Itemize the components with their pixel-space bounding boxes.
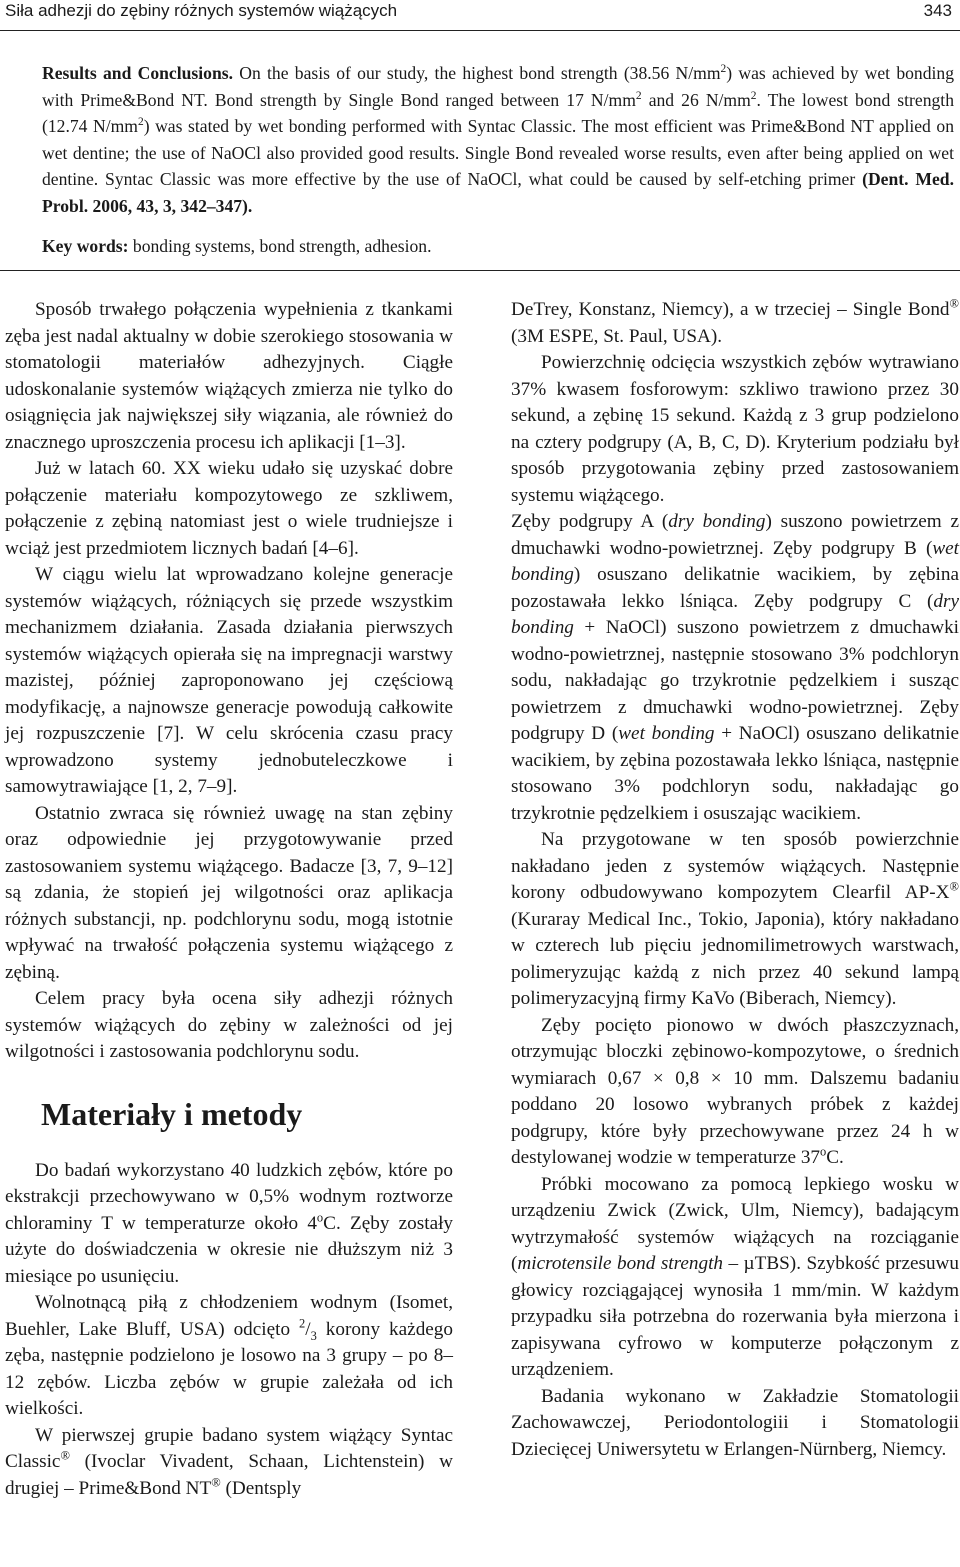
paragraph: Zęby podgrupy A (dry bonding) suszono powietrzem z dmuchawki wodno-powietrznej. Zęby podgrupy B (wet bonding) osuszano delikatnie wacikiem, by zębina pozostawała lekko lśniąca. Zęby podgrupy C (dry bonding + NaOCl) suszono powietrzem z dmuchawki wodno-powietrznej, następnie stosowano 3% podchloryn sodu, nakładając go trzykrotnie pędzelkiem i susząc powietrzem z dmuchawki wodno-powietrznej. Zęby podgrupy D (wet bonding + NaOCl) osuszano delikatnie wacikiem, by zębina pozostawała lekko lśniąca, następnie stosowano 3% podchloryn sodu, nakładając go trzykrotnie pędzelkiem i osuszając wacikiem. [511,511,959,824]
paragraph: W pierwszej grupie badano system wiążący Syntac Classic® (Ivoclar Vivadent, Schaan, Lichtenstein) w drugiej – Prime&Bond NT® (Dentsply [5,1424,453,1499]
paragraph: W ciągu wielu lat wprowadzano kolejne generacje systemów wiążących, różniących się przede wszystkim mechanizmem działania. Zasada działania pierwszych systemów wiążących opierała się na impregnacji warstwy mazistej, później zaproponowano jej częściową modyfikację, a najnowsze generacje powodują całkowite jej rozpuszczenie [7]. W celu skrócenia czasu pracy wprowadzono systemy jednobuteleczkowe i samowytrawiające [1, 2, 7–9]. [5,564,453,797]
abstract-label: Results and Conclusions. [42,63,233,83]
page-number: 343 [923,1,952,20]
abstract [42,60,954,260]
running-header [0,0,960,31]
paragraph: Badania wykonano w Zakładzie Stomatologii Zachowawczej, Periodontologiii i Stomatologii Dziecięcej Uniwersytetu w Erlangen-Nürnberg, Niemcy. [511,1385,959,1460]
paragraph: Celem pracy była ocena siły adhezji różnych systemów wiążących do zębiny w zależności od jej wilgotności i zastosowania podchlorynu sodu. [5,988,453,1062]
running-title: Siła adhezji do zębiny różnych systemów wiążących [5,1,398,20]
left-column [5,297,453,1502]
abstract-results: Results and Conclusions. On the basis of our study, the highest bond strength (38.56 $N/mm^2$) was achieved by wet bonding with Prime&Bond NT. Bond strength by Single Bond ranged between 17 $N/mm^2$ and 26 $N/mm^2$. The lowest bond strength (12.74 $N/mm^2$) was stated by wet bonding performed with Syntac Classic. The most efficient was Prime&Bond NT applied on wet dentine; the use of NaOCl also provided good results. Single Bond revealed worse results, even after being applied on wet dentine. Syntac Classic was more effective by the use of NaOCl, what could be caused by self-etching primer (Dent. Med. Probl. 2006, 43, 3, 342–347). [42,63,954,216]
keywords: Key words: bonding systems, bond strength, adhesion. [42,236,432,256]
paragraph: Do badań wykorzystano 40 ludzkich zębów, które po ekstrakcji przechowywano w 0,5% wodnym roztworze chloraminy T w temperaturze około 4$^o$C. Zęby zostały użyte do doświadczenia w okresie nie dłuższym niż 3 miesiące po usunięciu. [5,1159,454,1287]
paragraph: Próbki mocowano za pomocą lepkiego wosku w urządzeniu Zwick (Zwick, Ulm, Niemcy), badającym wytrzymałość systemów wiążących na rozciąganie (microtensile bond strength – µTBS). Szybkość przesuwu głowicy rozciągającej wynosiła 1 mm/min. W każdym przypadku siła potrzebna do rozerwania była mierzona i zapisywana cyfrowo w komputerze połączonym z urządzeniem. [511,1173,959,1380]
paragraph: Wolnotnącą piłą z chłodzeniem wodnym (Isomet, Buehler, Lake Bluff, USA) odcięto $^2/_3$ korony każdego zęba, następnie podzielono je losowo na 3 grupy – po 8–12 zębów. Liczba zębów w grupie zależała od ich wielkości. [5,1292,453,1419]
paragraph: Ostatnio zwraca się również uwagę na stan zębiny oraz odpowiednie jej przygotowywanie przed zastosowaniem systemu wiążącego. Badacze [3, 7, 9–12] są zdania, że stopień jej wilgotności oraz aplikacja różnych substancji, np. podchlorynu sodu, mogą istotnie wpływać na trwałość połączenia systemu wiążącego z zębiną. [5,802,453,983]
section-divider [0,270,960,271]
section-heading: Materiały i metody [41,1095,303,1132]
citation: (Dent. Med. Probl. 2006, 43, 3, 342–347). [42,169,954,216]
paragraph: Sposób trwałego połączenia wypełnienia z tkankami zęba jest nadal aktualny w dobie szerokiego stosowania w stomatologii materiałów adhezyjnych. Ciągłe udoskonalanie systemów wiążących zmierza nie tylko do osiągnięcia jak największej siły wiązania, ale również do znacznego uproszczenia procesu ich aplikacji [1–3]. [5,299,453,453]
paragraph: Na przygotowane w ten sposób powierzchnie nakładano jeden z systemów wiążących. Następnie korony odbudowywano kompozytem Clearfil AP-X® (Kuraray Medical Inc., Tokio, Japonia), który nakładano w czterech lub pięciu jednomilimetrowych warstwach, polimeryzując każdą z nich przez 40 sekund lampą polimeryzacyjną firmy KaVo (Biberach, Niemcy). [511,829,959,1009]
paragraph: Już w latach 60. XX wieku udało się uzyskać dobre połączenie materiału kompozytowego ze szkliwem, połączenie z zębiną natomiast jest o wiele trudniejsze i wciąż jest przedmiotem licznych badań [4–6]. [5,458,453,559]
paragraph: Zęby pocięto pionowo w dwóch płaszczyznach, otrzymując bloczki zębinowo-kompozytowe, o średnich wymiarach 0,67 × 0,8 × 10 mm. Dalszemu badaniu poddano 20 losowo wybranych próbek z każdej podgrupy, które były przechowywane przez 24 h w destylowanej wodzie w temperaturze 37$^o$C. [511,1014,959,1168]
paragraph: Powierzchnię odcięcia wszystkich zębów wytrawiano 37% kwasem fosforowym: szkliwo trawiono przez 30 sekund, a zębinę 15 sekund. Każdą z 3 grup podzielono na cztery podgrupy (A, B, C, D). Kryterium podziału był sposób przygotowania zębiny przed zastosowaniem systemu wiążącego. [511,352,959,506]
keywords-label: Key words: [42,236,129,256]
paragraph: DeTrey, Konstanz, Niemcy), a w trzeciej – Single Bond® (3M ESPE, St. Paul, USA). [511,296,959,347]
right-column [511,297,959,1463]
